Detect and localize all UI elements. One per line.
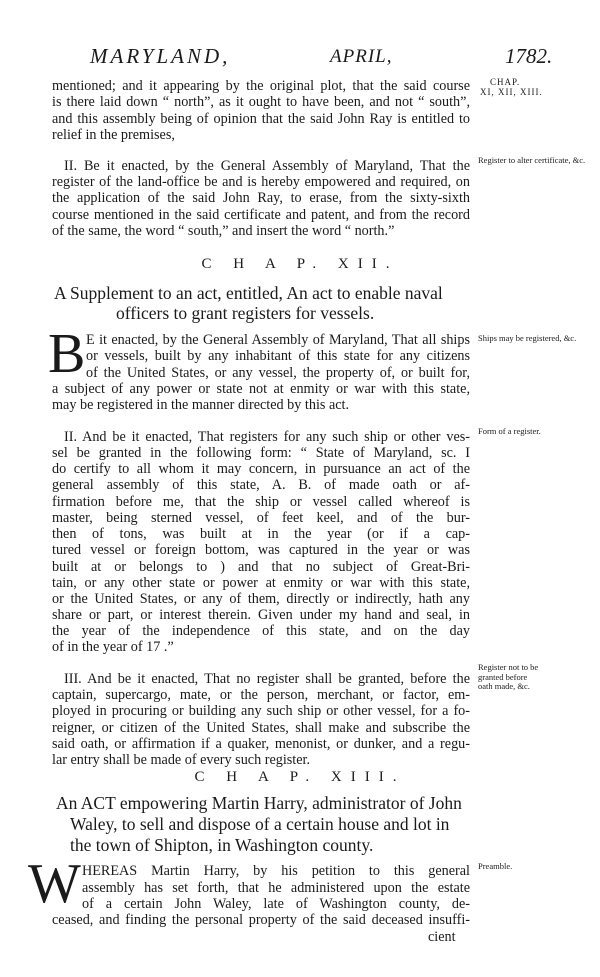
text-line: E it enacted, by the General Assembly of Maryland, That all ships bbox=[86, 332, 470, 348]
text-line: built at or belongs to ) and that no subject of Great-Bri- bbox=[52, 559, 470, 575]
title-line: officers to grant registers for vessels. bbox=[116, 303, 375, 323]
margin-note-register: Register to alter certificate, &c. bbox=[478, 155, 586, 165]
margin-chap-label: CHAP. bbox=[490, 77, 521, 87]
drop-cap-b: B bbox=[48, 323, 86, 385]
chapter-heading-xiii: C H A P. XIII. bbox=[194, 769, 406, 785]
text-line: reigner, or citizen of the United States, shall make and subscribe the bbox=[52, 720, 470, 736]
header-month: APRIL, bbox=[330, 46, 393, 67]
text-line: sel be granted in the following form: “ State of Maryland, sc. I bbox=[52, 445, 470, 461]
text-line: of the United States, or any vessel, the property of, or built for, bbox=[86, 365, 470, 381]
text-line: then of tons, was built at in the year (or if a cap- bbox=[52, 526, 470, 542]
text-line: master, being sterned vessel, of feet keel, and of the bur- bbox=[52, 510, 470, 526]
title-line: A Supplement to an act, entitled, An act to enable naval bbox=[54, 283, 443, 303]
title-line: Waley, to sell and dispose of a certain house and lot in bbox=[70, 814, 450, 834]
text-line: said oath, or affirmation if a quaker, menonist, or dunker, and a regu- bbox=[52, 736, 470, 752]
catchword: cient bbox=[428, 929, 456, 945]
margin-note-not-granted: Register not to be granted before oath made, &c. bbox=[478, 662, 539, 691]
text-line: of the same, the word “ south,” and insert the word “ north.” bbox=[52, 223, 395, 239]
chapter-heading-xii: C H A P. XII. bbox=[201, 256, 399, 272]
header-state: MARYLAND, bbox=[90, 44, 231, 68]
text-line: HEREAS Martin Harry, by his petition to this general bbox=[82, 863, 470, 879]
text-line: register of the land-office be and is hereby empowered and required, on bbox=[52, 174, 470, 190]
text-line: tured vessel or foreign bottom, was captured in the year or was bbox=[52, 542, 470, 558]
text-line: and this assembly being of opinion that the said John Ray is entitled to bbox=[52, 111, 470, 127]
margin-note-preamble: Preamble. bbox=[478, 861, 513, 871]
title-line: An ACT empowering Martin Harry, administrator of John bbox=[56, 793, 462, 813]
text-line: assembly has set forth, that he administered upon the estate bbox=[82, 880, 470, 896]
text-line: share or part, or interest therein. Given under my hand and seal, in bbox=[52, 607, 470, 623]
text-line: the year of the independence of this state, and on the day bbox=[52, 623, 470, 639]
text-line: II. And be it enacted, That registers for any such ship or other ves- bbox=[64, 429, 470, 445]
text-line: lar entry shall be made of every such register. bbox=[52, 752, 311, 768]
margin-chap-numbers: XI, XII, XIII. bbox=[480, 87, 543, 97]
text-line: or vessels, built by any inhabitant of this state for any citizens bbox=[86, 348, 470, 364]
text-line: mentioned; and it appearing by the original plot, that the said course bbox=[52, 78, 470, 94]
title-line: the town of Shipton, in Washington county. bbox=[70, 835, 374, 855]
text-line: firmation before me, that the ship or vessel called whereof is bbox=[52, 494, 470, 510]
text-line: do certify to all whom it may concern, in pursuance an act of the bbox=[52, 461, 470, 477]
text-line: ployed in procuring or building any such ship or other vessel, for a fo- bbox=[52, 703, 470, 719]
text-line: of in the year of 17 .” bbox=[52, 639, 174, 655]
header-year: 1782. bbox=[505, 44, 553, 68]
text-line: or the United States, or any of them, directly or indirectly, hath any bbox=[52, 591, 470, 607]
margin-chapter-reference bbox=[480, 77, 543, 97]
text-line: is there laid down “ north”, as it ought to have been, and not “ south”, bbox=[52, 94, 470, 110]
margin-note-form: Form of a register. bbox=[478, 426, 541, 436]
drop-cap-w: W bbox=[28, 853, 81, 915]
text-line: the application of the said John Ray, to erase, from the sixty-sixth bbox=[52, 190, 470, 206]
text-line: captain, supercargo, mate, or the person, merchant, or factor, em- bbox=[52, 687, 470, 703]
text-line: general assembly of this state, A. B. of made oath or af- bbox=[52, 477, 470, 493]
text-line: a subject of any power or state not at enmity or war with this state, bbox=[52, 381, 470, 397]
text-line: relief in the premises, bbox=[52, 127, 175, 143]
text-line: course mentioned in the said certificate and patent, and from the record bbox=[52, 207, 470, 223]
text-line: II. Be it enacted, by the General Assembly of Maryland, That the bbox=[64, 158, 470, 174]
margin-note-ships: Ships may be registered, &c. bbox=[478, 333, 577, 343]
text-line: tain, or any other state or power at enmity or war with this state, bbox=[52, 575, 470, 591]
text-line: may be registered in the manner directed by this act. bbox=[52, 397, 350, 413]
running-header bbox=[0, 44, 600, 74]
text-line: of a certain John Waley, late of Washington county, de- bbox=[82, 896, 470, 912]
text-line: ceased, and finding the personal property of the said deceased insuffi- bbox=[52, 912, 470, 928]
text-line: III. And be it enacted, That no register shall be granted, before the bbox=[64, 671, 470, 687]
